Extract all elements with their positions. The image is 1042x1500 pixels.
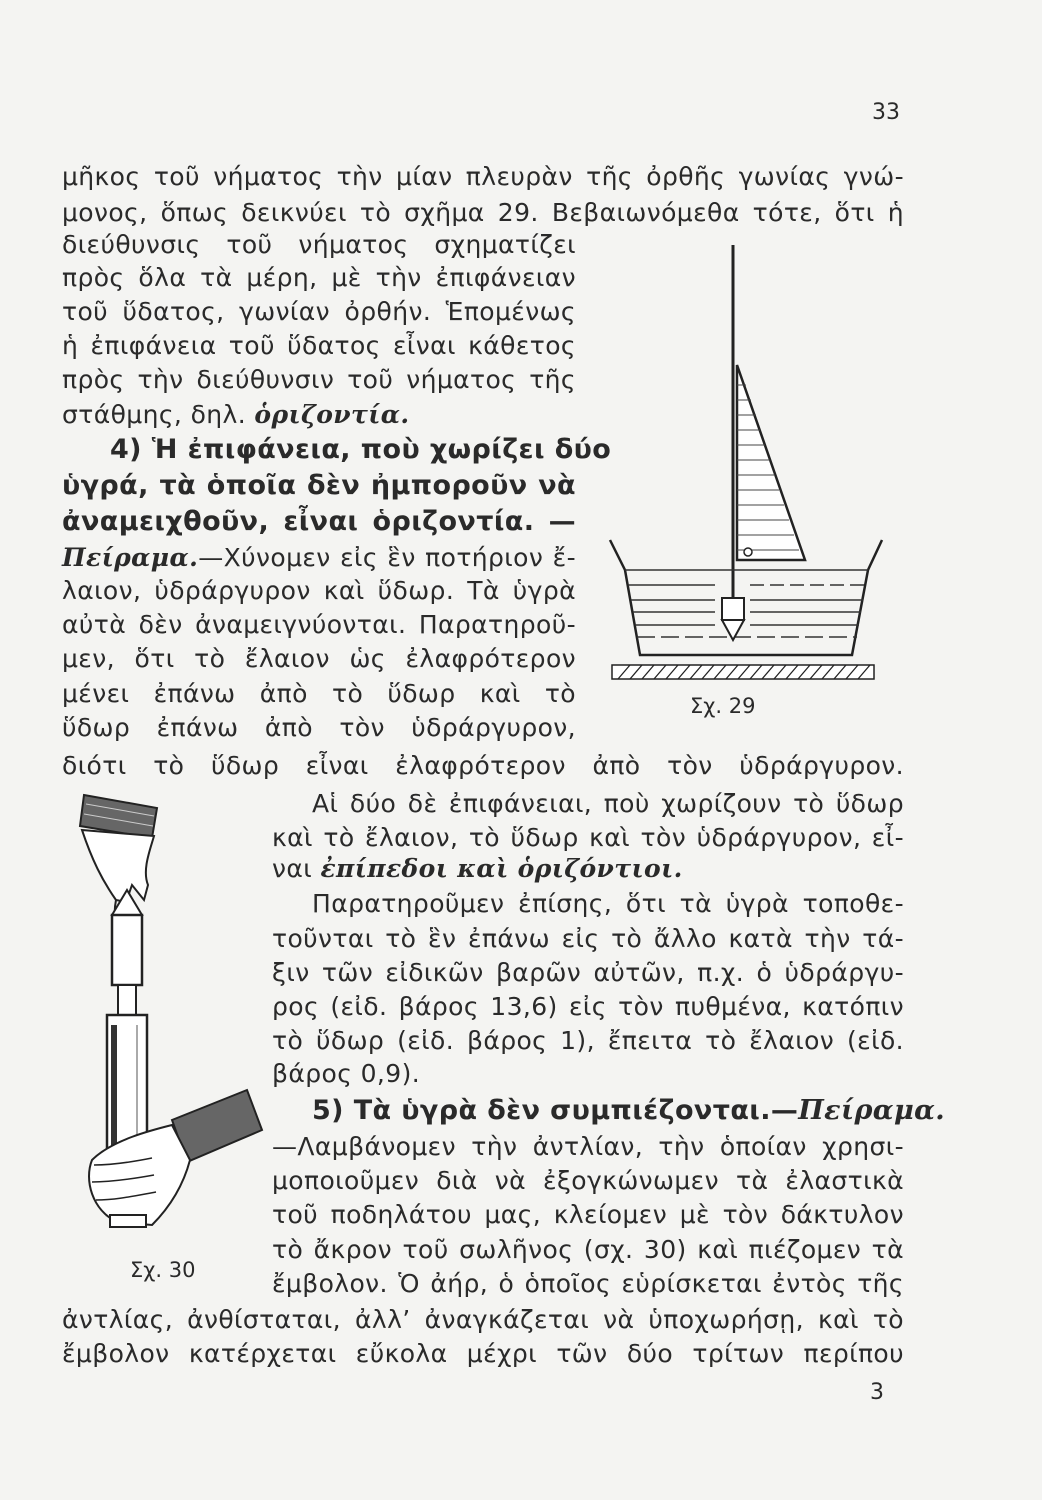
text-line: ἔμβολον κατέρχεται εὔκολα μέχρι τῶν δύο τρίτων περίπου [62,1339,904,1368]
text-run: ναι [272,854,321,883]
text-line: μοποιοῦμεν διὰ νὰ ἐξογκώνωμεν τὰ ἐλαστικὰ [272,1166,904,1195]
text-line: ἡ ἐπιφάνεια τοῦ ὕδατος εἶναι κάθετος [62,331,576,360]
text-line: διότι τὸ ὕδωρ εἶναι ἐλαφρότερον ἀπὸ τὸν ὑδράργυρον. [62,751,904,780]
section-heading-4: 4) Ἡ ἐπιφάνεια, ποὺ χωρίζει δύο [110,434,612,465]
text-line: διεύθυνσις τοῦ νήματος σχηματίζει [62,230,576,259]
text-line: ἔμβολον. Ὁ ἀήρ, ὁ ὁποῖος εὑρίσκεται ἐντὸς τῆς [272,1269,904,1298]
emphasis: ἐπίπεδοι καὶ ὁριζόντιοι. [320,854,683,883]
text-line: μεν, ὅτι τὸ ἔλαιον ὡς ἐλαφρότερον [62,644,576,673]
text-line: ὕδωρ ἐπάνω ἀπὸ τὸν ὑδράργυρον, [62,713,576,742]
text-line: ἀναμειχθοῦν, εἶναι ὁριζοντία. — [62,506,576,537]
text-line: λαιον, ὑδράργυρον καὶ ὕδωρ. Τὰ ὑγρὰ [62,576,576,605]
text-line: ρος (εἰδ. βάρος 13,6) εἰς τὸν πυθμένα, κατόπιν [272,992,904,1021]
emphasis: Πείραμα. [798,1095,946,1126]
emphasis: Πείραμα. [62,543,199,572]
text-line [272,852,904,885]
text-line: πρὸς τὴν διεύθυνσιν τοῦ νήματος τῆς [62,365,576,394]
emphasis: ὁριζοντία. [254,400,410,429]
figure-30-caption: Σχ. 30 [130,1258,196,1282]
page-number: 33 [872,100,900,125]
text-line: ἀντλίας, ἀνθίσταται, ἀλλ’ ἀναγκάζεται νὰ ὑποχωρήσῃ, καὶ τὸ [62,1305,904,1334]
text-line: πρὸς ὅλα τὰ μέρη, μὲ τὴν ἐπιφάνειαν [62,263,576,292]
text-run: στάθμης, δηλ. [62,400,255,429]
text-line: τὸ ἄκρον τοῦ σωλῆνος (σχ. 30) καὶ πιέζομεν τὰ [272,1235,904,1264]
text-line: τοῦνται τὸ ἓν ἐπάνω εἰς τὸ ἄλλο κατὰ τὴν τά- [272,924,904,953]
text-line: καὶ τὸ ἔλαιον, τὸ ὕδωρ καὶ τὸν ὑδράργυρον, εἶ- [272,823,904,852]
text-line: τοῦ ποδηλάτου μας, κλείομεν μὲ τὸν δάκτυλον [272,1200,904,1229]
text-line: ὑγρά, τὰ ὁποῖα δὲν ἠμποροῦν νὰ [62,470,576,501]
text-line: τὸ ὕδωρ (εἰδ. βάρος 1), ἔπειτα τὸ ἔλαιον (εἰδ. [272,1026,904,1055]
text-line: ξιν τῶν εἰδικῶν βαρῶν αὐτῶν, π.χ. ὁ ὑδράργυ- [272,958,904,987]
text-line: Παρατηροῦμεν ἐπίσης, ὅτι τὰ ὑγρὰ τοποθε- [312,889,904,918]
text-line: αὐτὰ δὲν ἀναμειγνύονται. Παρατηροῦ- [62,610,576,639]
text-line: μῆκος τοῦ νήματος τὴν μίαν πλευρὰν τῆς ὀρθῆς γωνίας γνώ- [62,162,904,191]
text-line: μένει ἐπάνω ἀπὸ τὸ ὕδωρ καὶ τὸ [62,679,576,708]
text-line: Αἱ δύο δὲ ἐπιφάνειαι, ποὺ χωρίζουν τὸ ὕδωρ [312,789,904,818]
figure-30 [72,790,272,1260]
signature-mark: 3 [870,1380,884,1405]
text-run: —Χύνομεν εἰς ἓν ποτήριον ἔ- [198,543,576,572]
figure-29 [600,240,890,710]
figure-29-caption: Σχ. 29 [690,694,756,718]
text-line [62,541,576,574]
text-line: μονος, ὅπως δεικνύει τὸ σχῆμα 29. Βεβαιωνόμεθα τότε, ὅτι ἡ [62,198,904,227]
text-run: 5) Τὰ ὑγρὰ δὲν συμπιέζονται.— [312,1095,799,1126]
text-line: —Λαμβάνομεν τὴν ἀντλίαν, τὴν ὁποίαν χρησι- [272,1132,904,1161]
section-heading-5 [312,1094,946,1127]
text-line: τοῦ ὕδατος, γωνίαν ὀρθήν. Ἑπομένως [62,297,576,326]
text-line: βάρος 0,9). [272,1059,421,1088]
